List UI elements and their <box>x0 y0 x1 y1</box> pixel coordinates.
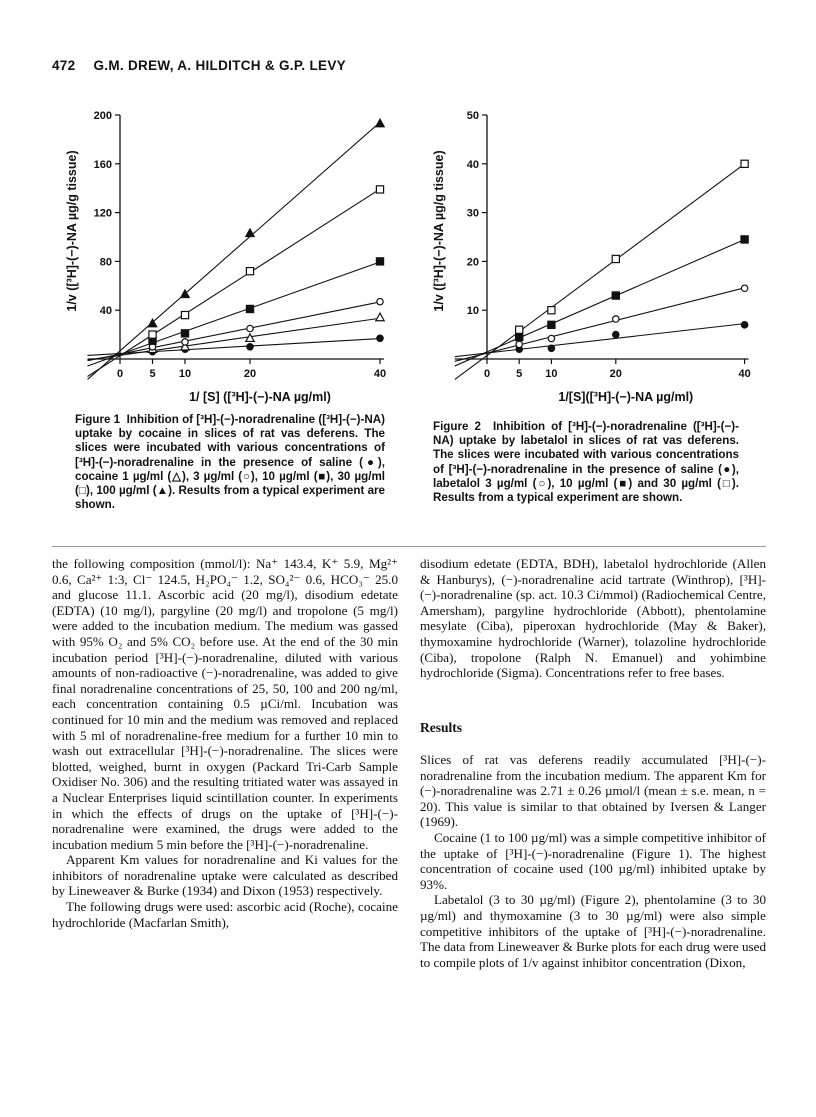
data-point <box>741 322 747 328</box>
data-point <box>741 236 748 243</box>
x-axis-label: 1/ [S] ([³H]-(−)-NA µg/ml) <box>189 390 331 404</box>
series-line <box>455 324 745 357</box>
y-tick-label: 10 <box>466 305 479 318</box>
figure-1-caption-label: Figure 1 <box>75 413 121 426</box>
x-tick-label: 40 <box>738 368 751 380</box>
y-tick-label: 20 <box>466 256 479 269</box>
figure-2-caption-label: Figure 2 <box>433 420 481 433</box>
data-point <box>548 335 554 341</box>
data-point <box>548 321 555 328</box>
data-point <box>741 160 748 167</box>
y-tick-label: 120 <box>93 207 112 220</box>
x-tick-label: 10 <box>545 368 558 380</box>
data-point <box>516 341 522 347</box>
paragraph: disodium edetate (EDTA, BDH), labetalol hydrochloride (Allen & Hanburys), (−)-noradrenaline acid tartrate (Winthrop), [³H]-(−)-noradrenaline (sp. act. 10.3 Ci/mmol) (Radiochemical Centre, Amersham), pargyline hydrochloride (Abbott), phentolamine mesylate (Ciba), piperoxan hydrochloride (May & Baker), thymoxamine hydrochloride (Warner), tolazoline hydrochloride (Ciba), tropolone (Ralph N. Emanuel) and yohimbine hydrochloride (Sigma). Concentrations refer to free bases. <box>420 556 766 681</box>
data-point <box>377 335 383 341</box>
paragraph: Apparent Km values for noradrenaline and Ki values for the inhibitors of noradrenaline uptake were calculated as described by Lineweaver & Burke (1934) and Dixon (1953) respectively. <box>52 852 398 899</box>
x-tick-label: 20 <box>609 368 622 380</box>
series-line <box>88 302 381 361</box>
x-axis-label: 1/[S]([³H]-(−)-NA µg/ml) <box>558 390 694 404</box>
results-column <box>420 752 766 970</box>
data-point <box>548 307 555 314</box>
series-line <box>455 164 745 380</box>
data-point <box>149 331 156 338</box>
data-point <box>182 339 188 345</box>
paragraph: Cocaine (1 to 100 µg/ml) was a simple competitive inhibitor of the uptake of [³H]-(−)-noradrenaline (Figure 1). The highest concentration of cocaine used (100 µg/ml) inhibited uptake by 93%. <box>420 829 766 892</box>
data-point <box>613 331 619 337</box>
data-point <box>246 305 253 312</box>
results-heading: Results <box>420 720 463 735</box>
y-axis-label: 1/v ([³H]-(−)-NA µg/g tissue) <box>432 150 446 312</box>
page-number: 472 <box>52 58 76 73</box>
y-tick-label: 160 <box>93 158 112 171</box>
data-point <box>181 330 188 337</box>
paragraph: The following drugs were used: ascorbic acid (Roche), cocaine hydrochloride (Macfarlan Smith), <box>52 899 398 930</box>
x-tick-label: 10 <box>178 368 192 380</box>
figure-1-caption <box>75 413 385 512</box>
figure-2-caption <box>433 420 739 505</box>
data-point <box>516 326 523 333</box>
y-tick-label: 30 <box>466 207 479 220</box>
data-point <box>376 313 384 321</box>
paragraph: Labetalol (3 to 30 µg/ml) (Figure 2), phentolamine (3 to 30 µg/ml) and thymoxamine (3 to 30 µg/ml) were also simple competitive inhibitors of the uptake of [³H]-(−)-noradrenaline. The data from Lineweaver & Burke plots for each drug were used to compile plots of 1/v against inhibitor concentration (Dixon, <box>420 892 766 970</box>
left-column <box>52 556 398 930</box>
data-point <box>548 345 554 351</box>
figure-1-chart <box>50 95 410 415</box>
data-point <box>247 344 253 350</box>
x-tick-label: 0 <box>116 368 124 380</box>
x-tick-label: 5 <box>516 368 523 380</box>
y-tick-label: 40 <box>466 158 479 171</box>
running-head-authors: G.M. DREW, A. HILDITCH & G.P. LEVY <box>93 58 346 73</box>
right-column-top <box>420 556 766 681</box>
y-tick-label: 50 <box>466 110 479 122</box>
data-point <box>246 268 253 275</box>
series-line <box>88 262 381 366</box>
x-tick-label: 0 <box>483 368 491 380</box>
figure-divider <box>52 546 766 547</box>
series-line <box>88 189 381 376</box>
y-tick-label: 80 <box>99 256 112 269</box>
data-point <box>516 333 523 340</box>
paragraph: the following composition (mmol/l): Na⁺ 143.4, K⁺ 5.9, Mg²⁺ 0.6, Ca²⁺ 1:3, Cl⁻ 124.5, H₂PO₄⁻ 1.2, SO₄²⁻ 0.6, HCO₃⁻ 25.0 and glucose 11.1. Ascorbic acid (20 mg/l), disodium edetate (EDTA) (10 mg/l), pargyline (20 mg/l) and tropolone (5 mg/l) were added to the incubation medium. The medium was gassed with 95% O₂ and 5% CO₂ before use. At the end of the 30 min incubation period [³H]-(−)-noradrenaline, diluted with various amounts of non-radioactive (−)-noradrenaline, was added to give final noradrenaline concentrations of 25, 50, 100 and 200 ng/ml, each concentration containing 0.5 µCi/ml. Incubation was continued for 10 min and the medium was removed and replaced with 5 ml of noradrenaline-free medium for a further 10 min to wash out extracellular [³H]-(−)-noradrenaline. The slices were blotted, weighed, burnt in oxygen (Packard Tri-Carb Sample Oxidiser No. 306) and the resulting tritiated water was assayed in a Nuclear Enterprises liquid scintillation counter. In experiments in which the effects of drugs on the uptake of [³H]-(−)-noradrenaline were examined, the drugs were added to the incubation medium 5 min before the [³H]-(−)-noradrenaline. <box>52 556 398 852</box>
data-point <box>247 325 253 331</box>
data-point <box>377 298 383 304</box>
figure-1-caption-text: Inhibition of [³H]-(−)-noradrenaline ([³H]-(−)-NA) uptake by cocaine in slices of rat vas deferens. The slices were incubated with various concentrations of [³H]-(−)-noradrenaline in the presence of saline (●), cocaine 1 µg/ml (△), 3 µg/ml (○), 10 µg/ml (■), 30 µg/ml (□), 100 µg/ml (▲). Results from a typical experiment are shown. <box>75 413 385 512</box>
page-header <box>52 58 346 73</box>
data-point <box>376 186 383 193</box>
data-point <box>612 255 619 262</box>
data-point <box>612 292 619 299</box>
data-point <box>613 316 619 322</box>
series-line <box>88 318 381 360</box>
series-line <box>455 288 745 361</box>
x-tick-label: 40 <box>373 368 387 380</box>
x-tick-label: 20 <box>243 368 257 380</box>
x-tick-label: 5 <box>149 368 156 380</box>
data-point <box>376 119 384 127</box>
figure-2-caption-text: Inhibition of [³H]-(−)-noradrenaline ([³H]-(−)-NA) uptake by labetalol in slices of rat vas deferens. The slices were incubated with various concentrations of [³H]-(−)-noradrenaline in the presence of saline (●), labetalol 3 µg/ml (○), 10 µg/ml (■) and 30 µg/ml (□). Results from a typical experiment are shown. <box>433 420 739 505</box>
paragraph: Slices of rat vas deferens readily accumulated [³H]-(−)-noradrenaline from the incubation medium. The apparent Km for (−)-noradrenaline was 2.71 ± 0.26 µmol/l (mean ± s.e. mean, n = 20). This value is similar to that obtained by Iversen & Langer (1969). <box>420 752 766 830</box>
data-point <box>741 285 747 291</box>
figure-2-chart <box>420 95 780 415</box>
y-axis-label: 1/v ([³H]-(−)-NA µg/g tissue) <box>65 150 79 312</box>
data-point <box>376 258 383 265</box>
data-point <box>181 311 188 318</box>
data-point <box>246 229 254 237</box>
y-tick-label: 40 <box>99 305 112 318</box>
y-tick-label: 200 <box>93 110 112 122</box>
